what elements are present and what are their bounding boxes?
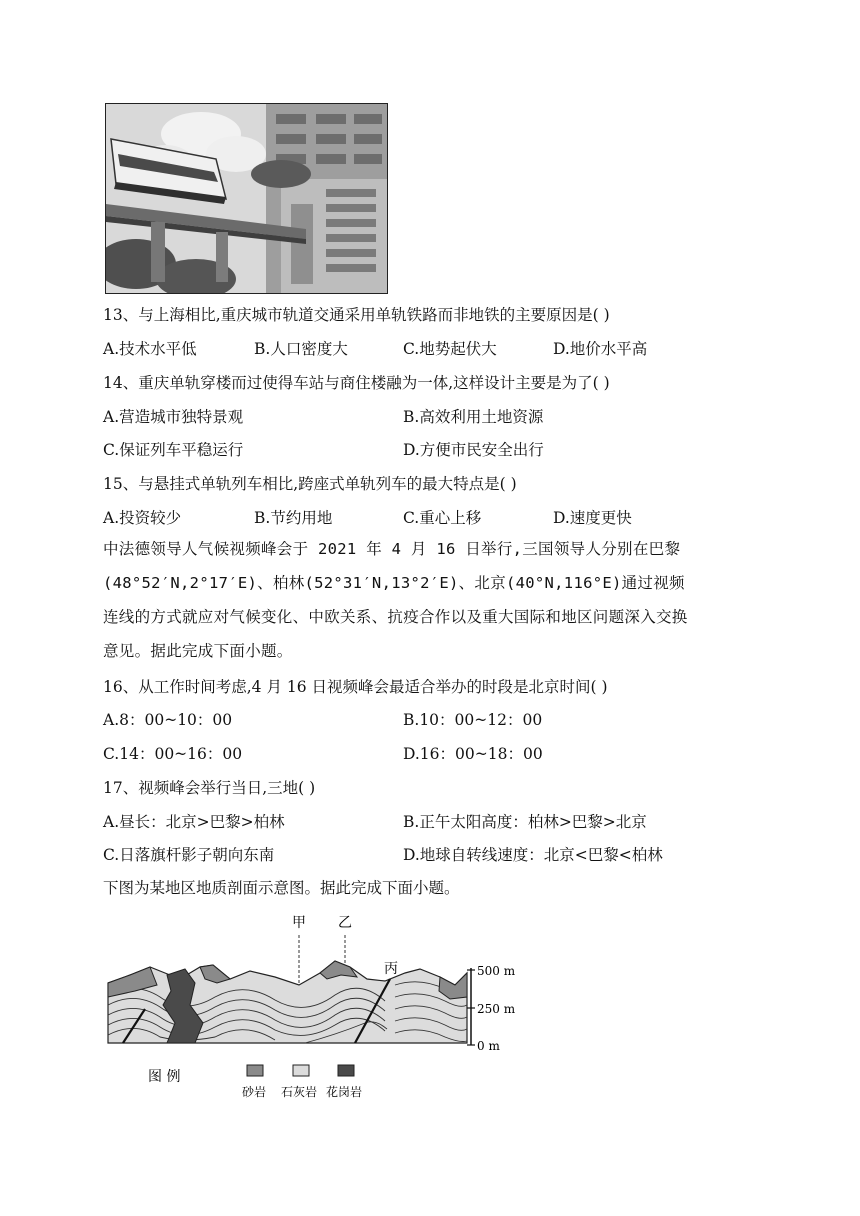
question-14-option-c: C.保证列车平稳运行 [103,441,244,459]
question-16-option-c: C.14：00~16：00 [103,745,243,763]
passage-line-1: 中法德领导人气候视频峰会于 2021 年 4 月 16 日举行,三国领导人分别在巴黎 [103,540,681,558]
question-17-stem: 17、视频峰会举行当日,三地( ) [103,779,316,797]
geologic-cross-section [105,905,525,1105]
question-13-option-b: B.人口密度大 [254,340,348,358]
legend-granite-label: 花岗岩 [326,1085,363,1099]
question-16-option-b: B.10：00~12：00 [403,711,543,729]
legend-sandstone-swatch [247,1065,263,1076]
question-14-option-b: B.高效利用土地资源 [403,408,544,426]
label-jia: 甲 [292,915,306,931]
monorail-photo [105,103,388,294]
question-17-option-b: B.正午太阳高度：柏林>巴黎>北京 [403,813,647,831]
legend-title: 图 例 [148,1069,181,1085]
legend-limestone-label: 石灰岩 [281,1085,318,1099]
question-15-option-a: A.投资较少 [103,509,182,527]
question-17-option-a: A.昼长：北京>巴黎>柏林 [103,813,285,831]
question-16-stem: 16、从工作时间考虑,4 月 16 日视频峰会最适合举办的时段是北京时间( ) [103,678,608,696]
question-13-option-d: D.地价水平高 [553,340,648,358]
question-15-option-d: D.速度更快 [553,509,632,527]
question-15-stem: 15、与悬挂式单轨列车相比,跨座式单轨列车的最大特点是( ) [103,475,517,493]
question-14-option-a: A.营造城市独特景观 [103,408,244,426]
question-13-stem: 13、与上海相比,重庆城市轨道交通采用单轨铁路而非地铁的主要原因是( ) [103,306,610,324]
question-14-stem: 14、重庆单轨穿楼而过使得车站与商住楼融为一体,这样设计主要是为了( ) [103,374,610,392]
passage [103,532,753,668]
legend-sandstone-label: 砂岩 [242,1085,267,1099]
legend-granite-swatch [338,1065,354,1076]
scale-250: 250 m [477,1002,516,1016]
label-bing: 丙 [384,961,398,977]
question-16-option-a: A.8：00~10：00 [103,711,233,729]
scale-0: 0 m [477,1039,500,1053]
cross-section-svg [105,905,525,1105]
question-14-option-d: D.方便市民安全出行 [403,441,544,459]
passage-line-4: 意见。据此完成下面小题。 [103,642,293,660]
question-17-option-c: C.日落旗杆影子朝向东南 [103,846,275,864]
question-16-option-d: D.16：00~18：00 [403,745,543,763]
passage-line-3: 连线的方式就应对气候变化、中欧关系、抗疫合作以及重大国际和地区问题深入交换 [103,608,688,626]
scale-500: 500 m [477,964,516,978]
legend-limestone-swatch [293,1065,309,1076]
question-17-option-d: D.地球自转线速度：北京<巴黎<柏林 [403,846,663,864]
limestone-layer [108,961,467,1043]
monorail-photo-illustration [106,104,387,293]
figure-intro: 下图为某地区地质剖面示意图。据此完成下面小题。 [103,879,460,897]
passage-line-2: (48°52′N,2°17′E)、柏林(52°31′N,13°2′E)、北京(40°N,116°E)通过视频 [103,574,685,592]
question-15-option-c: C.重心上移 [403,509,482,527]
question-13-option-a: A.技术水平低 [103,340,197,358]
label-yi: 乙 [338,915,352,931]
question-13-option-c: C.地势起伏大 [403,340,497,358]
question-15-option-b: B.节约用地 [254,509,333,527]
